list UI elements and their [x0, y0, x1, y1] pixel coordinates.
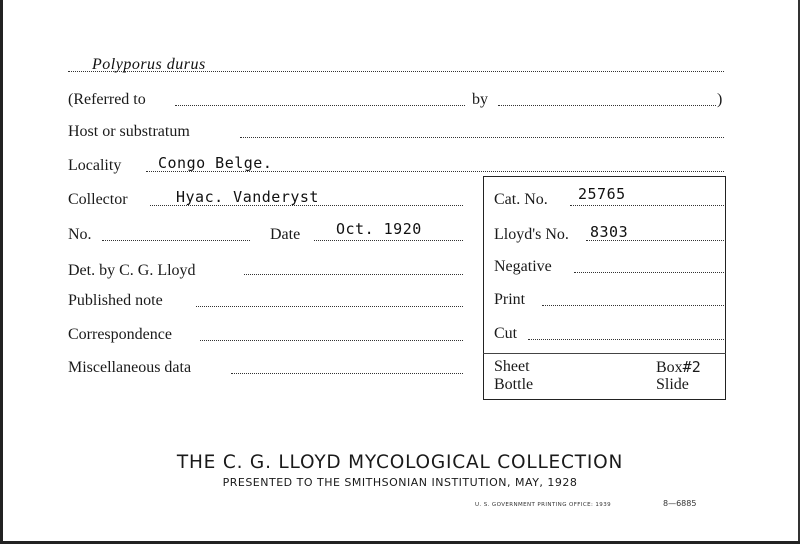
- date-label: Date: [270, 226, 301, 243]
- correspondence-rule: [200, 340, 463, 341]
- locality-value: Congo Belge.: [158, 154, 273, 172]
- box-label-text: Box: [656, 359, 683, 376]
- collection-subtitle: PRESENTED TO THE SMITHSONIAN INSTITUTION, MAY, 1928: [222, 476, 578, 489]
- date-value: Oct. 1920: [336, 220, 422, 238]
- lloyds-no-label: Lloyd's No.: [494, 226, 569, 243]
- referred-by-rule: [498, 105, 716, 106]
- print-label: Print: [494, 291, 526, 308]
- form-number: 8—6885: [663, 499, 697, 508]
- cut-label: Cut: [494, 325, 518, 342]
- box-label: [656, 358, 701, 377]
- cat-no-label: Cat. No.: [494, 191, 548, 208]
- collector-value: Hyac. Vanderyst: [176, 188, 319, 206]
- det-by-label: Det. by C. G. Lloyd: [68, 262, 196, 279]
- slide-label: Slide: [656, 376, 689, 393]
- referred-by-label: by: [472, 91, 488, 108]
- host-label: Host or substratum: [68, 123, 190, 140]
- printing-office-note: U. S. GOVERNMENT PRINTING OFFICE: 1939: [475, 502, 611, 508]
- collector-label: Collector: [68, 191, 128, 208]
- cat-no-rule: [570, 205, 724, 206]
- no-rule: [102, 240, 250, 241]
- published-note-rule: [196, 306, 463, 307]
- host-rule: [240, 137, 724, 138]
- catalog-box-divider: [483, 353, 726, 354]
- date-rule: [314, 240, 463, 241]
- locality-label: Locality: [68, 157, 122, 174]
- bottle-label: Bottle: [494, 376, 534, 393]
- published-note-label: Published note: [68, 292, 163, 309]
- negative-rule: [574, 272, 724, 273]
- sheet-label: Sheet: [494, 358, 530, 375]
- det-by-rule: [244, 274, 463, 275]
- print-rule: [542, 305, 724, 306]
- misc-data-label: Miscellaneous data: [68, 359, 192, 376]
- cut-rule: [528, 339, 724, 340]
- lloyds-no-value: 8303: [590, 223, 629, 241]
- box-value: #2: [682, 358, 701, 376]
- misc-data-rule: [231, 373, 463, 374]
- negative-label: Negative: [494, 258, 552, 275]
- correspondence-label: Correspondence: [68, 326, 172, 343]
- species-name: Polyporus durus: [92, 56, 206, 73]
- no-label: No.: [68, 226, 92, 243]
- referred-to-label: (Referred to: [68, 91, 146, 108]
- collection-title: THE C. G. LLOYD MYCOLOGICAL COLLECTION: [176, 452, 624, 473]
- cat-no-value: 25765: [578, 185, 626, 203]
- referred-close-paren: ): [717, 91, 723, 108]
- referred-to-rule: [175, 105, 465, 106]
